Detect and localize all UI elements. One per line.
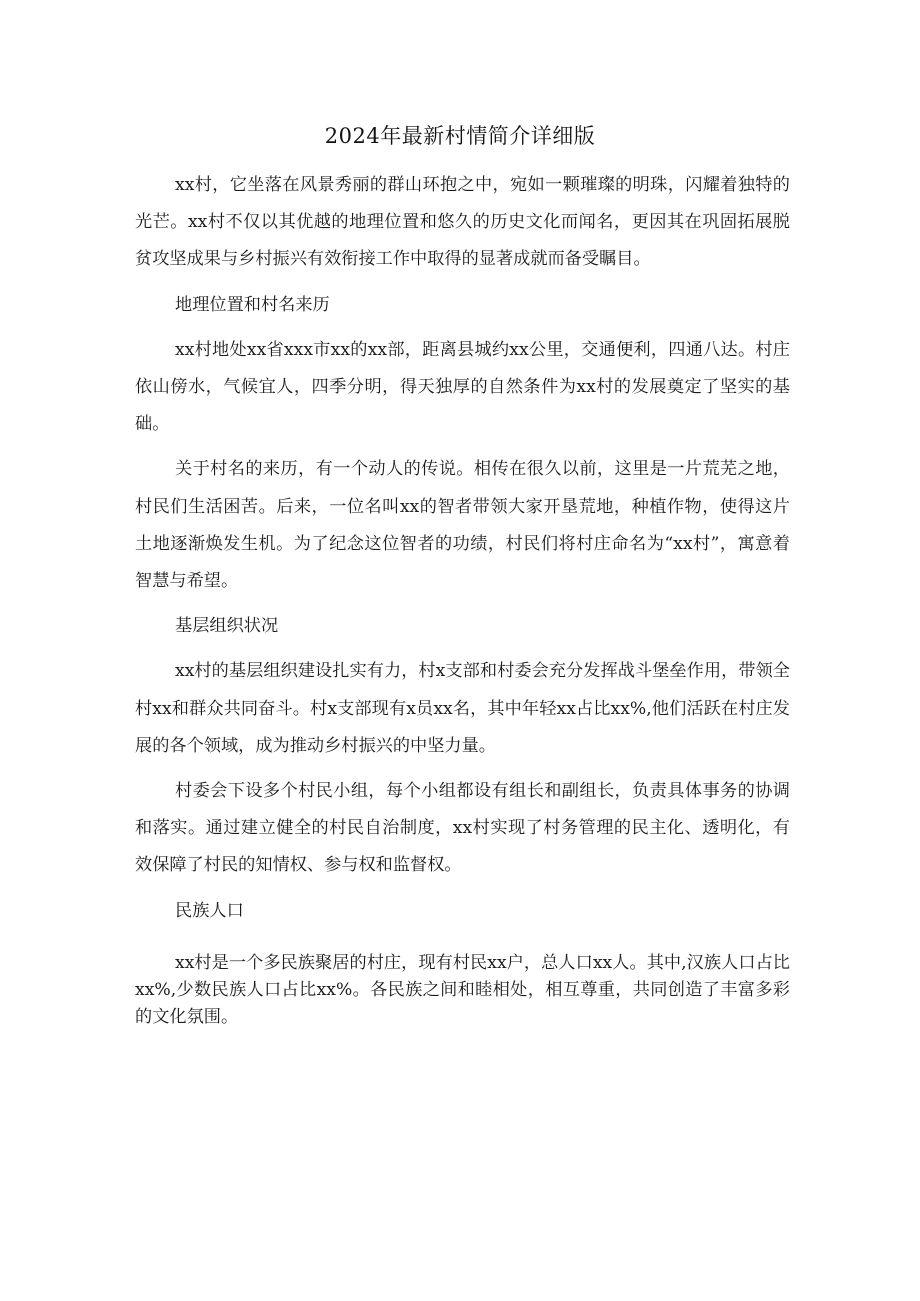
village-committee-paragraph: 村委会下设多个村民小组，每个小组都设有组长和副组长，负责具体事务的协调和落实。通过建立健全的村民自治制度，xx村实现了村务管理的民主化、透明化，有效保障了村民的知情权、参与权和监督权。: [135, 781, 790, 876]
population-paragraph: xx村是一个多民族聚居的村庄，现有村民xx户，总人口xx人。其中,汉族人口占比xx%,少数民族人口占比xx%。各民族之间和睦相处，相互尊重，共同创造了丰富多彩的文化氛围。: [135, 952, 790, 1027]
section-heading-organization: 基层组织状况: [175, 616, 279, 637]
intro-paragraph: xx村，它坐落在风景秀丽的群山环抱之中，宛如一颗璀璨的明珠，闪耀着独特的光芒。xx村不仅以其优越的地理位置和悠久的历史文化而闻名，更因其在巩固拓展脱贫攻坚成果与乡村振兴有效衔接工作中取得的显著成就而备受瞩目。: [135, 175, 790, 270]
section-heading-population: 民族人口: [175, 900, 244, 921]
organization-paragraph: xx村的基层组织建设扎实有力，村x支部和村委会充分发挥战斗堡垒作用，带领全村xx和群众共同奋斗。村x支部现有x员xx名，其中年轻xx占比xx%,他们活跃在村庄发展的各个领域，成为推动乡村振兴的中坚力量。: [135, 661, 790, 756]
page-title: 2024年最新村情简介详细版: [324, 124, 596, 148]
village-name-origin-paragraph: 关于村名的来历，有一个动人的传说。相传在很久以前，这里是一片荒芜之地，村民们生活困苦。后来，一位名叫xx的智者带领大家开垦荒地，种植作物，使得这片土地逐渐焕发生机。为了纪念这位智者的功绩，村民们将村庄命名为“xx村”，寓意着智慧与希望。: [135, 459, 790, 592]
geography-paragraph: xx村地处xx省xxx市xx的xx部，距离县城约xx公里，交通便利，四通八达。村庄依山傍水，气候宜人，四季分明，得天独厚的自然条件为xx村的发展奠定了坚实的基础。: [135, 339, 790, 435]
section-heading-geography: 地理位置和村名来历: [175, 294, 330, 315]
document-body: [135, 167, 790, 1031]
